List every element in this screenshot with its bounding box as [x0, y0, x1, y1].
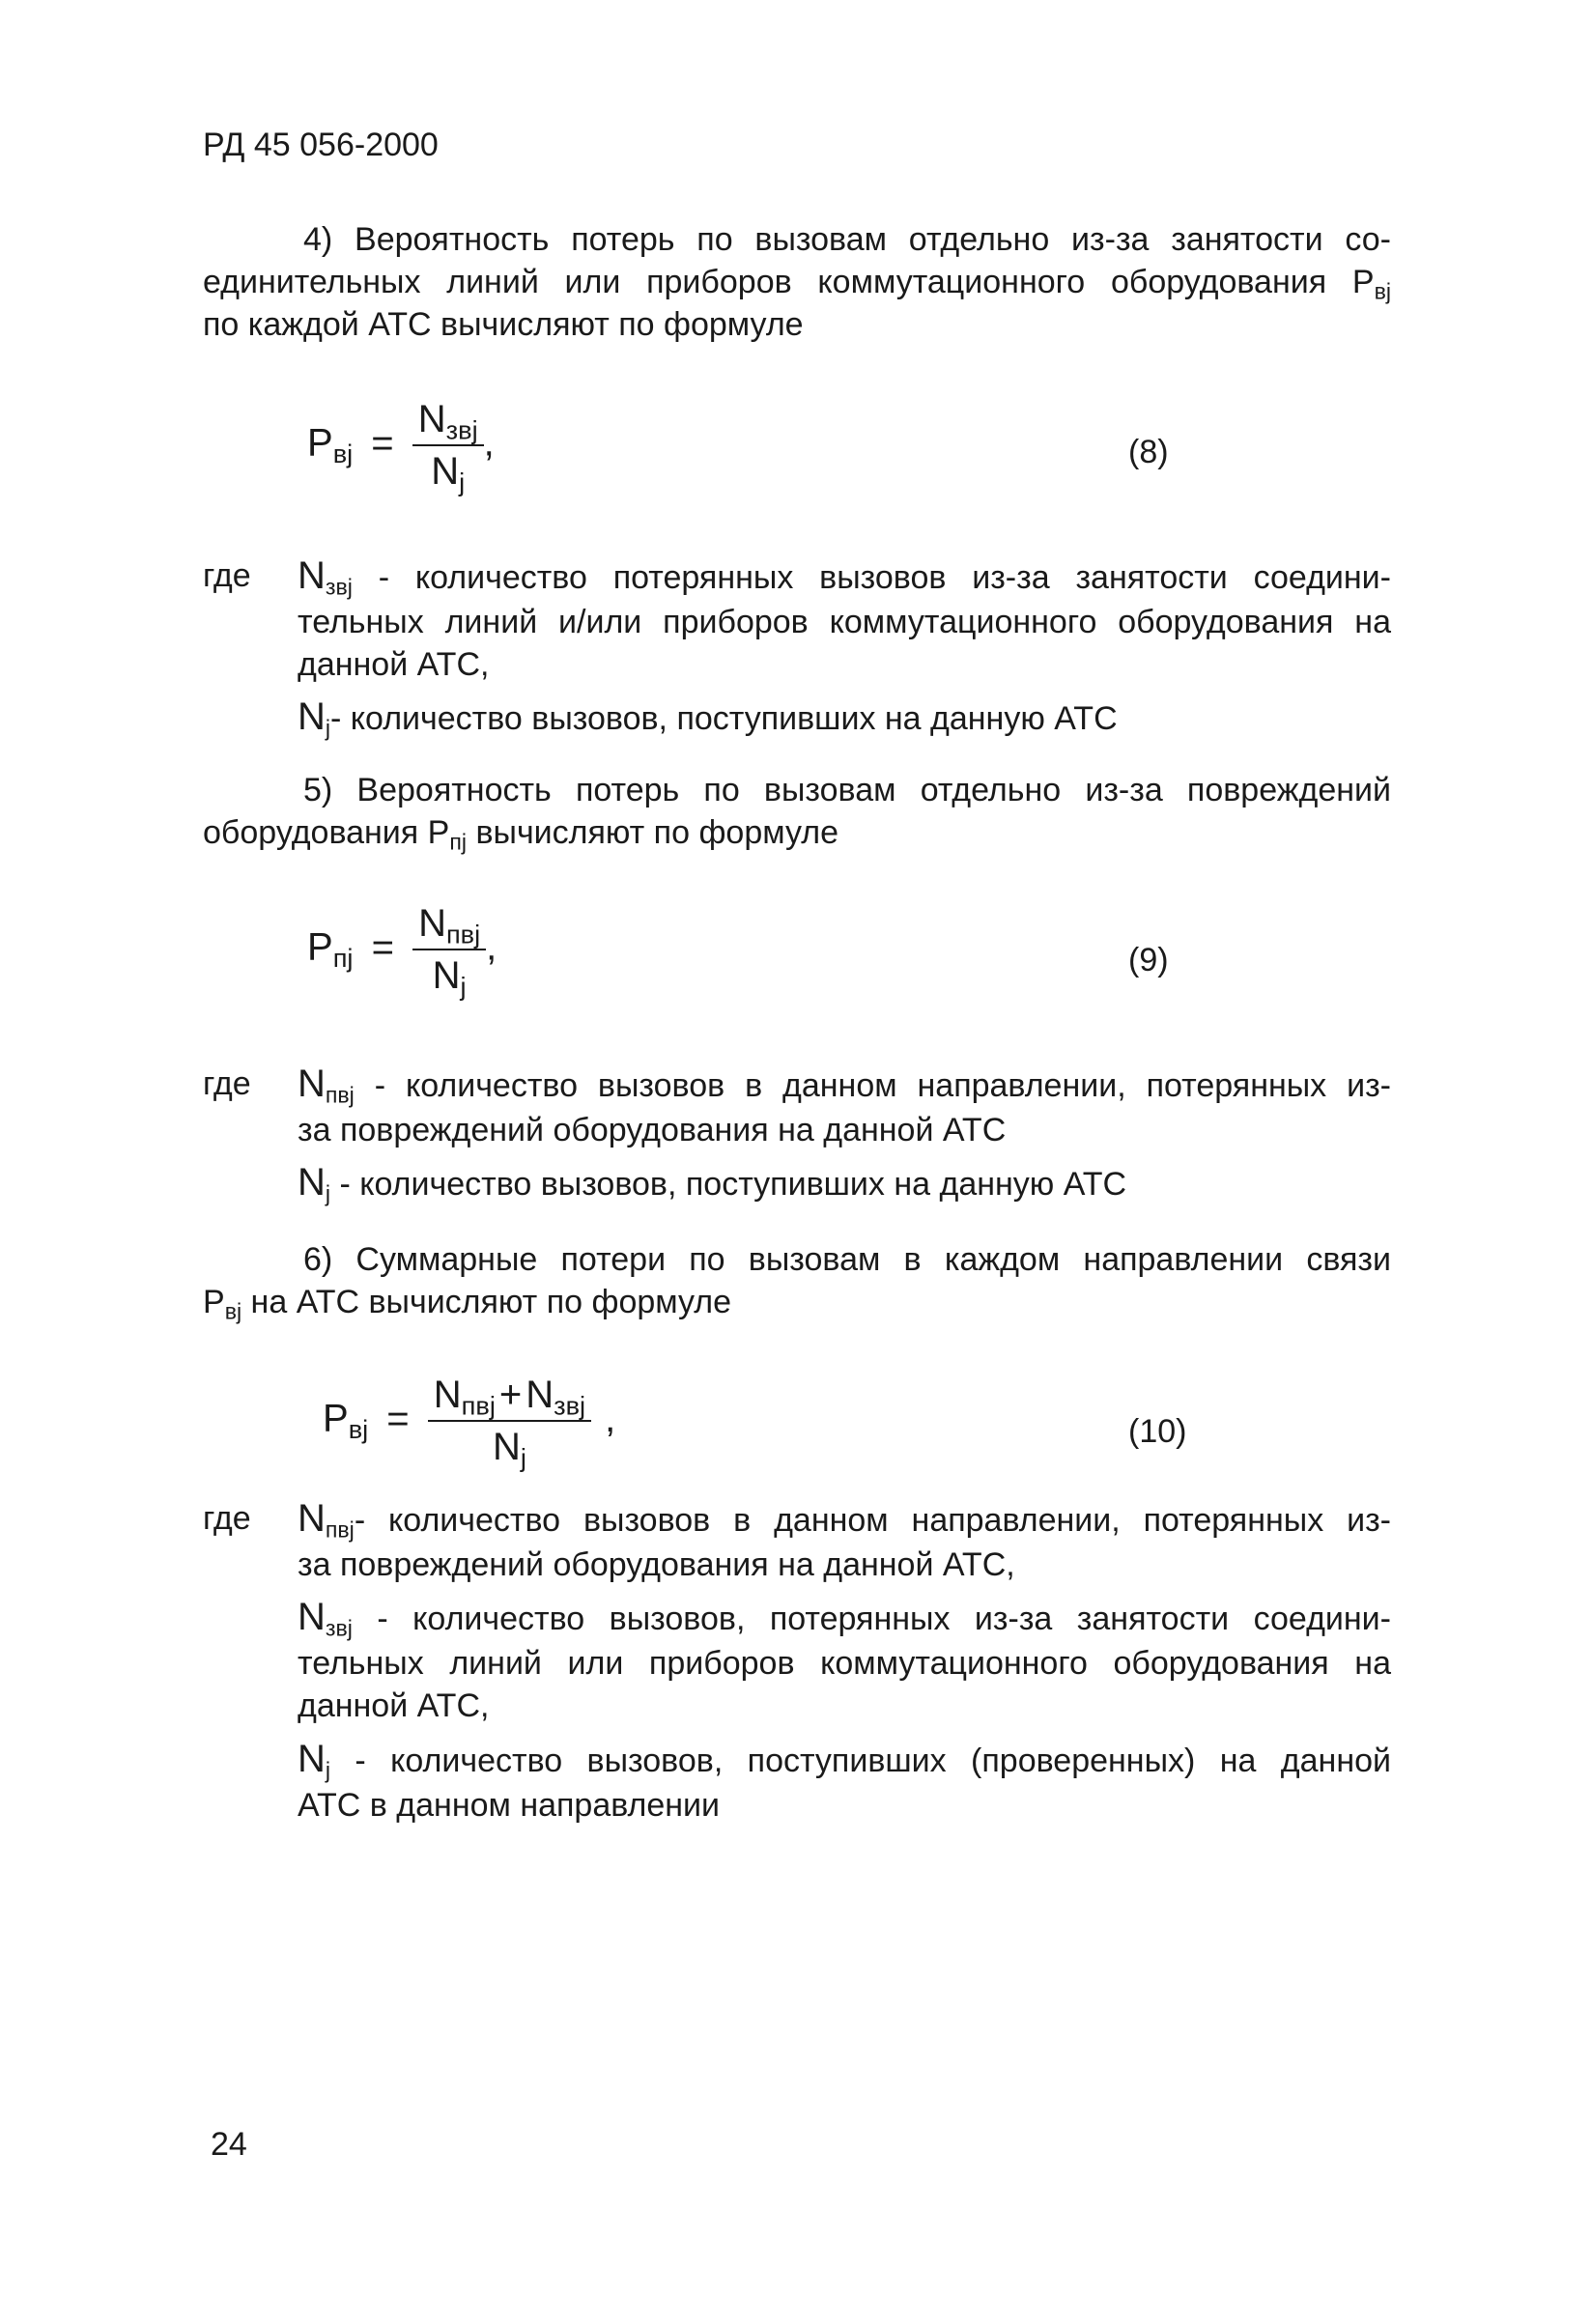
section-6-line-2: $P_{вj}$ на АТС вычисляют по формуле	[203, 1284, 732, 1324]
symbol-p: P	[1351, 264, 1375, 301]
definition-item: $N_{пвj}-$ количество вызовов в данном направлении, потерянных из- за повреждений оборудования на данной АТС,	[298, 1497, 1391, 1583]
formula-8: $P_{вj}$ = $\frac{N_{звj}}{N_j}$ ,	[307, 394, 495, 496]
section-5-line-1: 5) Вероятность потерь по вызовам отдельно из-за повреждений	[303, 772, 1391, 808]
definition-item: $N_j-$ количество вызовов, поступивших на данную АТС	[298, 695, 1118, 741]
page-number: 24	[211, 2126, 247, 2163]
section-4-line-1: 4) Вероятность потерь по вызовам отдельно из-за занятости со-	[303, 221, 1391, 258]
section-5-line-2: оборудования $P_{пj}$ вычисляют по формуле	[203, 814, 838, 855]
where-label: где	[203, 1500, 251, 1537]
section-6-paragraph	[203, 1238, 1391, 1323]
definition-item: $N_j$ - количество вызовов, поступивших на данную АТС	[298, 1161, 1127, 1206]
section-6-line-1: 6) Суммарные потери по вызовам в каждом направлении связи	[303, 1241, 1391, 1278]
definitions-8	[298, 551, 1391, 748]
equation-number-8: (8)	[1128, 434, 1169, 470]
where-label: где	[203, 557, 251, 594]
fraction: $\frac{N_{пвj}}{N_j}$	[412, 898, 486, 1001]
document-code: РД 45 056-2000	[203, 127, 439, 163]
equation-number-9: (9)	[1128, 942, 1169, 978]
section-5-paragraph	[203, 769, 1391, 854]
section-4-line-3: по каждой АТС вычисляют по формуле	[203, 306, 804, 344]
section-4-paragraph	[203, 218, 1391, 347]
definitions-10	[298, 1493, 1391, 1832]
formula-9: $P_{пj}$ = $\frac{N_{пвj}}{N_j}$ ,	[307, 898, 497, 1001]
definition-item: $N_{пвj}$ - количество вызовов в данном направлении, потерянных из- за повреждений оборудования на данной АТС	[298, 1063, 1391, 1148]
formula-10: $P_{вj}$ = $\frac{N_{пвj} + N_{звj}}{N_j}$ ,	[323, 1370, 615, 1472]
definitions-9	[298, 1059, 1391, 1213]
definition-item: $N_{звj}$ - количество вызовов, потерянных из-за занятости соедини- тельных линий или приборов коммутационного оборудования на данной АТС,	[298, 1596, 1391, 1725]
where-label: где	[203, 1065, 251, 1102]
fraction: $\frac{N_{звj}}{N_j}$	[412, 394, 484, 496]
equation-number-10: (10)	[1128, 1413, 1187, 1450]
definition-item: $N_j$ - количество вызовов, поступивших (проверенных) на данной АТС в данном направлении	[298, 1737, 1391, 1824]
definition-item: $N_{звj}$ - количество потерянных вызовов из-за занятости соедини- тельных линий и/или приборов коммутационного оборудования на данной АТС,	[298, 554, 1391, 684]
fraction: $\frac{N_{пвj} + N_{звj}}{N_j}$	[428, 1370, 591, 1472]
section-4-line-2: единительных линий или приборов коммутационного оборудования $P_{вj}$	[203, 264, 1391, 304]
